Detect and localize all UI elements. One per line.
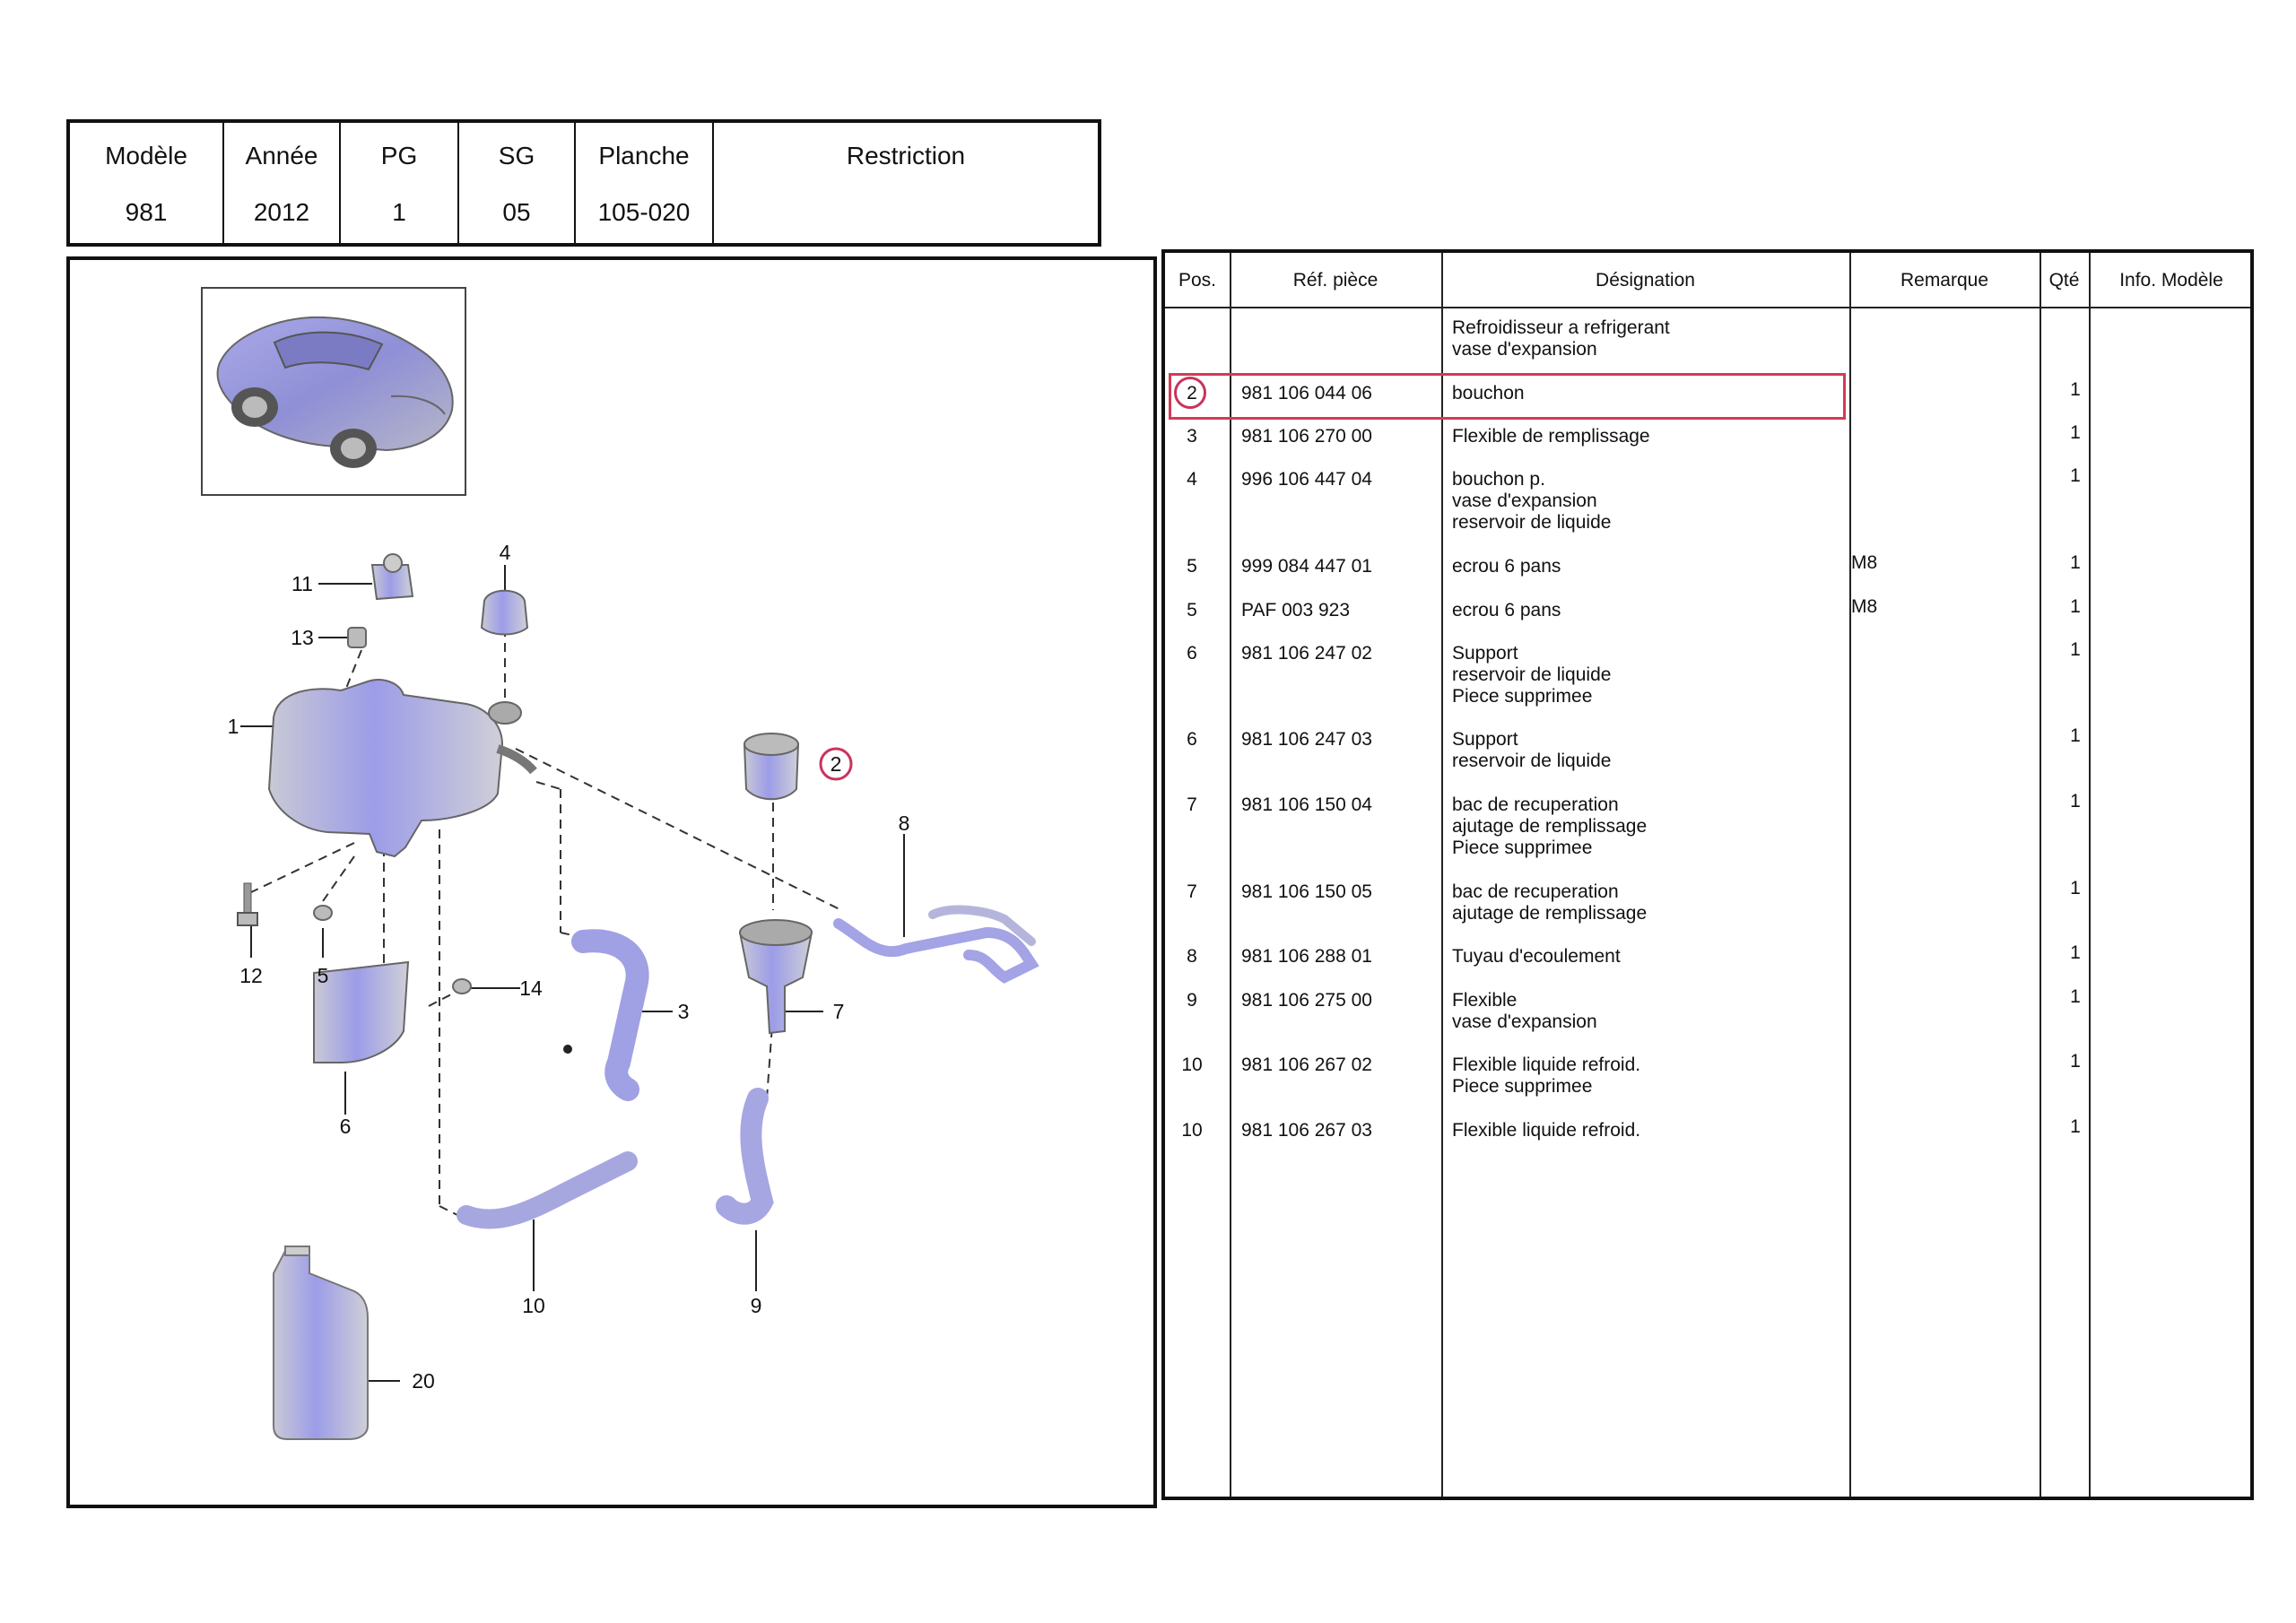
column-header-designation: Désignation	[1596, 270, 1695, 291]
column-header-model-info: Info. Modèle	[2119, 270, 2223, 291]
row-qty: 1	[2070, 596, 2081, 617]
row-ref: 981 106 267 02	[1241, 1055, 1372, 1075]
row-ref: 981 106 275 00	[1241, 990, 1372, 1011]
row-designation: Flexible liquide refroid. Piece supprimee	[1452, 1055, 1641, 1097]
callout-5: 5	[317, 964, 329, 987]
row-pos: 7	[1187, 794, 1197, 815]
row-ref: 981 106 288 01	[1241, 946, 1372, 967]
callout-12: 12	[239, 964, 263, 987]
row-qty: 1	[2070, 878, 2081, 898]
row-designation: Flexible liquide refroid.	[1452, 1120, 1641, 1141]
row-qty: 1	[2070, 791, 2081, 812]
callout-2: 2	[830, 752, 842, 776]
row-designation: bac de recuperation ajutage de remplissage Piece supprimee	[1452, 794, 1648, 858]
callout-3: 3	[677, 1000, 690, 1023]
row-designation: Support reservoir de liquide	[1452, 729, 1612, 771]
callout-10: 10	[522, 1294, 545, 1317]
callout-1: 1	[227, 715, 239, 738]
row-qty: 1	[2070, 942, 2081, 963]
row-pos: 10	[1181, 1120, 1203, 1141]
callout-9: 9	[750, 1294, 762, 1317]
row-designation: ecrou 6 pans	[1452, 600, 1561, 621]
row-designation: Support reservoir de liquide Piece supprimee	[1452, 643, 1612, 707]
row-remark: M8	[1851, 596, 1878, 617]
row-pos: 2	[1187, 383, 1197, 404]
row-pos: 8	[1187, 946, 1197, 967]
column-header-remark: Remarque	[1900, 270, 1989, 291]
row-qty: 1	[2070, 725, 2081, 746]
row-qty: 1	[2070, 1116, 2081, 1137]
header-value-pg: 1	[340, 189, 458, 245]
row-pos: 6	[1187, 729, 1197, 750]
row-qty: 1	[2070, 552, 2081, 573]
row-designation: Flexible de remplissage	[1452, 426, 1650, 447]
row-designation: Flexible vase d'expansion	[1452, 990, 1597, 1032]
callout-7: 7	[832, 1000, 845, 1023]
callout-20: 20	[412, 1369, 435, 1393]
row-pos: 7	[1187, 881, 1197, 902]
row-ref: 981 106 150 05	[1241, 881, 1372, 902]
row-pos: 4	[1187, 469, 1197, 490]
row-ref: 981 106 247 03	[1241, 729, 1372, 750]
row-ref: PAF 003 923	[1241, 600, 1351, 621]
row-designation: ecrou 6 pans	[1452, 556, 1561, 577]
header-label-pg: PG	[340, 121, 458, 189]
parts-list-table	[1161, 249, 2254, 1500]
row-pos: 9	[1187, 990, 1197, 1011]
header-label-plate: Planche	[575, 121, 713, 189]
row-ref: 981 106 044 06	[1241, 383, 1372, 404]
row-ref: 981 106 267 03	[1241, 1120, 1372, 1141]
row-pos: 10	[1181, 1055, 1203, 1075]
exploded-view-drawing	[0, 0, 1166, 1515]
row-designation: bouchon	[1452, 383, 1525, 404]
header-label-restriction: Restriction	[713, 121, 1100, 245]
row-qty: 1	[2070, 1051, 2081, 1072]
column-header-qty: Qté	[2048, 270, 2080, 291]
row-qty: 1	[2070, 422, 2081, 443]
header-label-sg: SG	[458, 121, 575, 189]
row-ref: 981 106 150 04	[1241, 794, 1372, 815]
row-pos: 5	[1187, 600, 1197, 621]
callout-14: 14	[519, 976, 543, 1000]
row-ref: 999 084 447 01	[1241, 556, 1372, 577]
row-designation: bouchon p. vase d'expansion reservoir de liquide	[1452, 469, 1612, 533]
row-qty: 1	[2070, 986, 2081, 1007]
header-value-plate: 105-020	[575, 189, 713, 245]
row-designation: Refroidisseur a refrigerant vase d'expansion	[1452, 317, 1670, 360]
callout-8: 8	[898, 812, 910, 835]
row-pos: 3	[1187, 426, 1197, 447]
header-value-year: 2012	[223, 189, 340, 245]
header-value-sg: 05	[458, 189, 575, 245]
row-ref: 981 106 247 02	[1241, 643, 1372, 664]
row-designation: Tuyau d'ecoulement	[1452, 946, 1621, 967]
column-header-ref: Réf. pièce	[1292, 270, 1378, 291]
row-pos: 5	[1187, 556, 1197, 577]
row-ref: 996 106 447 04	[1241, 469, 1372, 490]
row-qty: 1	[2070, 379, 2081, 400]
row-qty: 1	[2070, 465, 2081, 486]
callout-13: 13	[291, 626, 314, 649]
row-ref: 981 106 270 00	[1241, 426, 1372, 447]
header-label-year: Année	[223, 121, 340, 189]
row-qty: 1	[2070, 639, 2081, 660]
row-pos: 6	[1187, 643, 1197, 664]
column-header-pos: Pos.	[1178, 270, 1217, 291]
callout-11: 11	[291, 572, 313, 595]
header-label-model: Modèle	[105, 142, 187, 169]
callout-4: 4	[499, 541, 511, 564]
callout-6: 6	[339, 1115, 352, 1138]
header-value-model: 981	[125, 198, 168, 226]
row-designation: bac de recuperation ajutage de remplissage	[1452, 881, 1648, 924]
row-remark: M8	[1851, 552, 1878, 573]
